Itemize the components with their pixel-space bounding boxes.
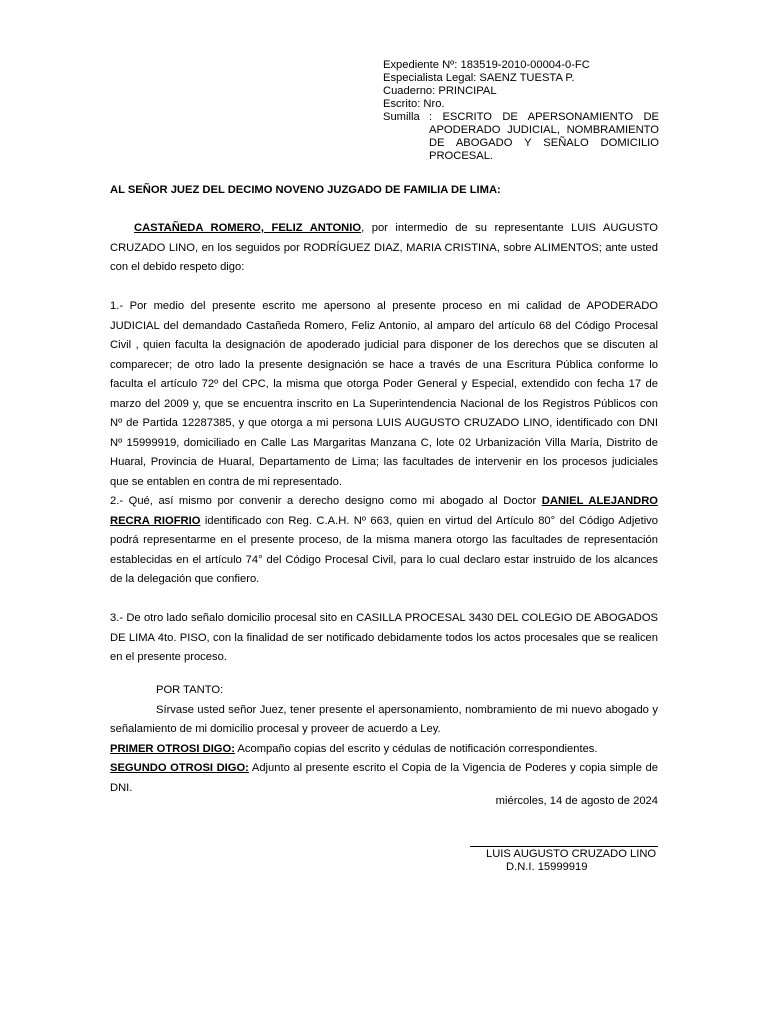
- signature-line: [470, 846, 658, 847]
- signer-dni: D.N.I. 15999919: [506, 861, 588, 873]
- intro-text: , por intermedio de su representante LUIS AUGUSTO CRUZADO LINO, en los seguidos por RODRÍGUEZ DIAZ, MARIA CRISTINA, sobre ALIMENTOS; ante usted con el debido respeto digo:: [110, 222, 658, 273]
- sumilla-block: [383, 111, 659, 163]
- paragraph-2: [110, 492, 658, 590]
- intro-paragraph: [110, 219, 658, 278]
- sumilla-text: [429, 111, 659, 163]
- sumilla-rest: APODERADO JUDICIAL, NOMBRAMIENTO DE ABOGADO Y SEÑALO DOMICILIO PROCESAL.: [429, 124, 659, 162]
- por-tanto-block: [110, 681, 658, 798]
- document-date: miércoles, 14 de agosto de 2024: [495, 795, 658, 807]
- otrosi-1-text: Acompaño copias del escrito y cédulas de notificación correspondientes.: [234, 742, 598, 755]
- escrito-line: Escrito: Nro.: [383, 98, 445, 110]
- paragraph-1: 1.- Por medio del presente escrito me apersono al presente proceso en mi calidad de APODERADO JUDICIAL del demandado Castañeda Romero, Feliz Antonio, al amparo del artículo 68 del Código Procesal Civil , quien faculta la designación de apoderado judicial para disponer de los derechos que se discuten al comparecer; de otro lado la presente designación se hace a través de una Escritura Pública conforme lo faculta el artículo 72º del CPC, la misma que otorga Poder General y Especial, extendido con fecha 17 de marzo del 2009 y, que se encuentra inscrito en La Superintendencia Nacional de los Registros Públicos con Nº de Partida 12287385, y que otorga a mi persona LUIS AUGUSTO CRUZADO LINO, identificado con DNI Nº 15999919, domiciliado en Calle Las Margaritas Manzana C, lote 02 Urbanización Villa María, Distrito de Huaral, Provincia de Huaral, Departamento de Lima; las facultades de intervenir en los procesos judiciales que se entablen en contra de mi representado.: [110, 300, 658, 488]
- cuaderno-line: Cuaderno: PRINCIPAL: [383, 85, 497, 97]
- sumilla-label: Sumilla: [383, 111, 420, 123]
- p2-after: identificado con Reg. C.A.H. Nº 663, quien en virtud del Artículo 80° del Código Adjetivo podrá representarme en el presente proceso, de la misma manera otorgo las facultades de representación establecidas en el artículo 74° del Código Procesal Civil, para lo cual declaro estar instruido de los alcances de la delegación que confiero.: [110, 514, 659, 585]
- client-name: CASTAÑEDA ROMERO, FELIZ ANTONIO: [134, 222, 362, 234]
- otrosi-2-text: Adjunto al presente escrito el Copia de la Vigencia de Poderes y copia simple de DNI.: [110, 762, 658, 794]
- otrosi-2-label: SEGUNDO OTROSI DIGO:: [110, 762, 249, 774]
- por-tanto-label: POR TANTO:: [156, 684, 224, 696]
- signer-name: LUIS AUGUSTO CRUZADO LINO: [486, 848, 657, 860]
- sumilla-first-line: : ESCRITO DE APERSONAMIENTO DE: [429, 111, 659, 123]
- otrosi-1: [110, 740, 658, 760]
- expediente-line: Expediente Nº: 183519-2010-00004-0-FC: [383, 59, 590, 71]
- case-header: [383, 59, 659, 163]
- p2-before: 2.- Qué, así mismo por convenir a derecho designo como mi abogado al Doctor: [110, 495, 542, 507]
- paragraph-3: 3.- De otro lado señalo domicilio procesal sito en CASILLA PROCESAL 3430 DEL COLEGIO DE ABOGADOS DE LIMA 4to. PISO, con la finalidad de ser notificado debidamente todos los actos procesales que se realicen en el presente proceso.: [110, 612, 658, 663]
- lawyer-name: DANIEL ALEJANDRO RECRA RIOFRIO: [110, 495, 659, 527]
- especialista-line: Especialista Legal: SAENZ TUESTA P.: [383, 72, 575, 84]
- addressee-heading: AL SEÑOR JUEZ DEL DECIMO NOVENO JUZGADO DE FAMILIA DE LIMA:: [110, 184, 501, 196]
- otrosi-2: [110, 759, 658, 798]
- por-tanto-text: Sírvase usted señor Juez, tener presente el apersonamiento, nombramiento de mi nuevo abogado y señalamiento de mi domicilio procesal y proveer de acuerdo a Ley.: [110, 703, 658, 735]
- otrosi-1-label: PRIMER OTROSI DIGO:: [110, 742, 235, 755]
